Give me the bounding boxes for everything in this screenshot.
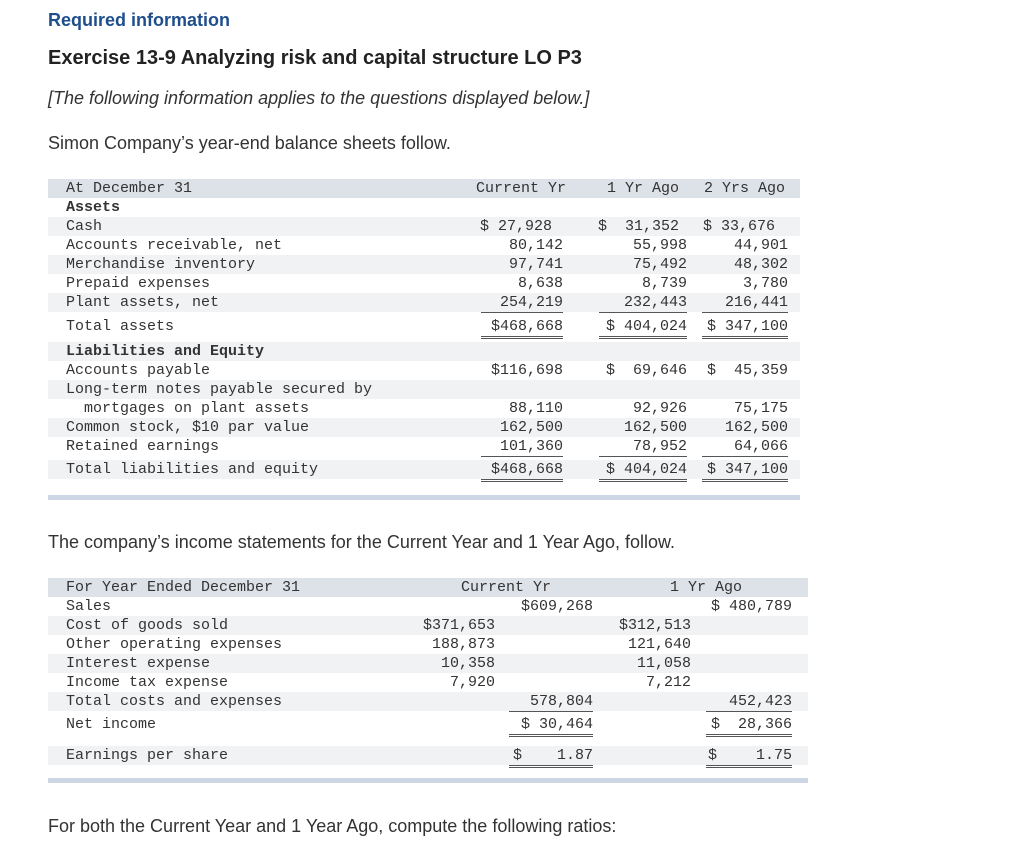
row-label: Long-term notes payable secured by [66, 381, 373, 398]
table-row [48, 255, 800, 274]
table-row [48, 715, 808, 734]
cell-1yr-detail: $312,513 [618, 617, 691, 634]
column-header-label: For Year Ended December 31 [66, 579, 301, 596]
cell-current: 97,741 [508, 256, 563, 273]
table-row [48, 597, 808, 616]
row-label: Total assets [66, 318, 175, 335]
table-row [48, 198, 800, 217]
cell-1yr: $ 404,024 [599, 317, 687, 339]
row-label: Prepaid expenses [66, 275, 211, 292]
cell-1yr: $ 404,024 [599, 460, 687, 482]
column-header-1yr: 1 Yr Ago [607, 180, 680, 197]
table-row [48, 635, 808, 654]
column-header-2yr: 2 Yrs Ago [704, 180, 786, 197]
row-label: Sales [66, 598, 112, 615]
cell-1yr-total: $ 480,789 [710, 598, 792, 615]
cell-current-detail: 7,920 [413, 673, 495, 693]
row-label: Total liabilities and equity [66, 461, 319, 478]
cell-2yr: $ 347,100 [702, 317, 788, 339]
cell-current: $468,668 [481, 460, 563, 482]
row-label: Other operating expenses [66, 636, 283, 653]
cell-2yr: 44,901 [733, 237, 788, 254]
column-header-current: Current Yr [476, 180, 567, 197]
cell-current-total: 578,804 [509, 692, 593, 712]
table-row [48, 437, 800, 456]
instruction-note: [The following information applies to the questions displayed below.] [48, 88, 590, 108]
row-label: Cost of goods sold [66, 617, 229, 634]
row-label: Retained earnings [66, 438, 220, 455]
cell-current-detail: 10,358 [440, 655, 495, 672]
cell-current-total: 1.87 [509, 746, 593, 768]
cell-1yr-detail: 7,212 [609, 673, 691, 693]
cell-2yr: $ 45,359 [706, 362, 788, 379]
row-label: Earnings per share [66, 747, 229, 764]
required-information-heading: Required information [48, 10, 231, 30]
cell-current-detail: 188,873 [431, 636, 495, 653]
cell-current: 101,360 [481, 437, 563, 457]
row-label: Merchandise inventory [66, 256, 256, 273]
table-row [48, 361, 800, 380]
table-row [48, 293, 800, 312]
table-row [48, 217, 800, 236]
table-row [48, 274, 800, 293]
table-row [48, 342, 800, 361]
cell-current-symbol: $ [513, 747, 523, 764]
cell-1yr: 92,926 [632, 400, 687, 417]
table-bottom-bar [48, 778, 808, 783]
cell-2yr: 75,175 [733, 400, 788, 417]
table-row [48, 654, 808, 673]
cell-current: $116,698 [490, 362, 563, 379]
column-header-1yr: 1 Yr Ago [670, 579, 743, 596]
table-row [48, 673, 808, 692]
cell-1yr-total: 1.75 [706, 746, 792, 768]
row-label: Income tax expense [66, 674, 229, 691]
column-header-current: Current Yr [461, 579, 552, 596]
cell-2yr: 64,066 [702, 437, 788, 457]
cell-1yr-symbol: $ [708, 747, 718, 764]
liabilities-heading: Liabilities and Equity [66, 343, 265, 360]
table-row [48, 317, 800, 336]
cell-1yr-total: 452,423 [706, 692, 792, 712]
table-bottom-bar [48, 495, 800, 500]
table-row [48, 746, 808, 765]
cell-current: 162,500 [499, 419, 563, 436]
cell-current: $468,668 [481, 317, 563, 339]
table-header-row [48, 578, 808, 597]
cell-2yr: $ 33,676 [703, 218, 776, 235]
cell-current: 88,110 [508, 400, 563, 417]
cell-2yr: 48,302 [733, 256, 788, 273]
cell-current: $ 27,928 [480, 218, 553, 235]
cell-1yr: $ 31,352 [598, 218, 680, 235]
cell-1yr-total: $ 28,366 [706, 715, 792, 737]
row-label: Interest expense [66, 655, 211, 672]
cell-current-total: $609,268 [520, 598, 593, 615]
table-row [48, 418, 800, 437]
cell-current: 8,638 [517, 275, 563, 292]
exercise-title: Exercise 13-9 Analyzing risk and capital structure LO P3 [48, 47, 582, 69]
cell-1yr: 75,492 [632, 256, 687, 273]
cell-1yr: $ 69,646 [605, 362, 687, 379]
balance-sheet-intro: Simon Company’s year-end balance sheets follow. [48, 133, 451, 153]
row-label: Cash [66, 218, 103, 235]
row-label: Plant assets, net [66, 294, 220, 311]
cell-1yr: 232,443 [599, 293, 687, 313]
balance-sheet-table [48, 179, 800, 501]
cell-1yr: 8,739 [641, 275, 687, 292]
row-label: Common stock, $10 par value [66, 419, 310, 436]
cell-2yr: 162,500 [724, 419, 788, 436]
cell-current-detail: $371,653 [422, 617, 495, 634]
cell-1yr-detail: 121,640 [627, 636, 691, 653]
column-header-label: At December 31 [66, 180, 193, 197]
table-row [48, 399, 800, 418]
row-label: Accounts payable [66, 362, 211, 379]
income-statement-intro: The company’s income statements for the Current Year and 1 Year Ago, follow. [48, 532, 676, 552]
ratios-intro: For both the Current Year and 1 Year Ago, compute the following ratios: [48, 816, 617, 836]
cell-1yr: 78,952 [599, 437, 687, 457]
cell-2yr: $ 347,100 [702, 460, 788, 482]
income-statement-table [48, 578, 808, 786]
cell-1yr-detail: 11,058 [636, 655, 691, 672]
cell-current: 80,142 [508, 237, 563, 254]
cell-2yr: 3,780 [742, 275, 788, 292]
cell-1yr: 162,500 [623, 419, 687, 436]
cell-1yr: 55,998 [632, 237, 687, 254]
cell-current: 254,219 [481, 293, 563, 313]
table-row [48, 380, 800, 399]
table-row [48, 692, 808, 711]
cell-2yr: 216,441 [702, 293, 788, 313]
row-label: Total costs and expenses [66, 693, 283, 710]
cell-current-total: $ 30,464 [509, 715, 593, 737]
row-label: Net income [66, 716, 157, 733]
table-row [48, 236, 800, 255]
table-row [48, 460, 800, 479]
row-label: mortgages on plant assets [66, 400, 310, 417]
row-label: Accounts receivable, net [66, 237, 283, 254]
table-header-row [48, 179, 800, 198]
assets-heading: Assets [66, 199, 121, 216]
table-row [48, 616, 808, 635]
